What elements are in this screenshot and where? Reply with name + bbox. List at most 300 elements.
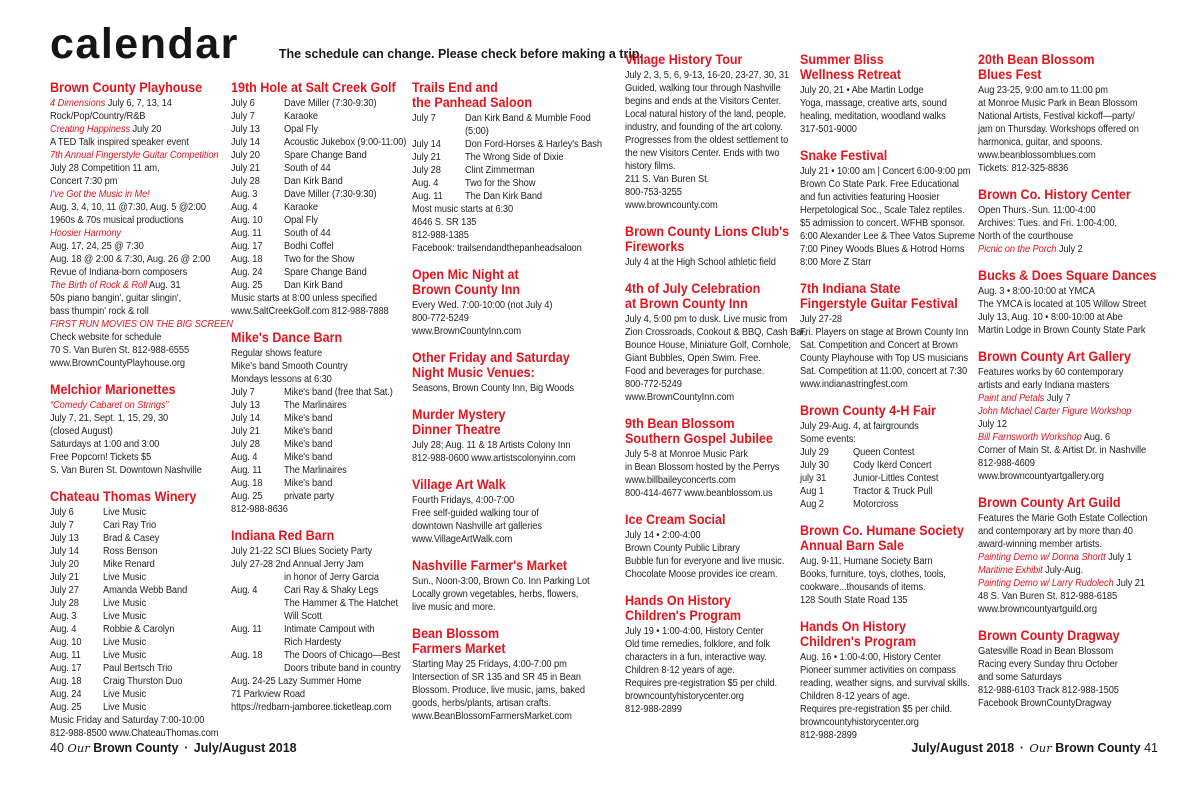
schedule-date: July 21	[231, 163, 260, 174]
schedule-row	[231, 597, 405, 610]
schedule-row	[231, 438, 405, 451]
listing-line: browncountyhistorycenter.org	[625, 691, 744, 702]
schedule-act: Don Ford-Horses & Harley's Bash	[465, 139, 602, 150]
column-1	[50, 80, 233, 752]
page-number-left: 40	[50, 741, 64, 755]
schedule-row	[231, 451, 405, 464]
listing-line: Bounce House, Miniature Golf, Cornhole,	[625, 340, 791, 351]
schedule-date: Aug. 11	[412, 191, 443, 202]
listing-title: Ice Cream Social	[625, 512, 726, 527]
schedule-date: July 7	[231, 387, 255, 398]
listing-line: Giant Bubbles, Open Swim. Free.	[625, 353, 761, 364]
listing-line: bass thumpin' rock & roll	[50, 306, 149, 317]
event-listing	[412, 407, 591, 465]
listing-line: 128 South State Road 135	[800, 595, 908, 606]
show-name: FIRST RUN MOVIES ON THE BIG SCREEN	[50, 319, 233, 330]
schedule-row	[231, 386, 405, 399]
listing-line: The YMCA is located at 105 Willow Street	[978, 299, 1147, 310]
listing-title: Bean Blossom Farmers Market	[412, 626, 506, 656]
show-name: Bill Farnsworth Workshop	[978, 432, 1082, 443]
event-listing	[800, 281, 971, 391]
listing-line: Features works by 60 contemporary	[978, 367, 1124, 378]
schedule-row	[50, 675, 224, 688]
schedule-act: South of 44	[284, 228, 331, 239]
schedule-act: The Marlinaires	[284, 400, 347, 411]
schedule-date: July 6	[50, 507, 74, 518]
listing-line: and some Saturdays	[978, 672, 1062, 683]
schedule-act: Opal Fly	[284, 215, 318, 226]
show-name: Paint and Petals	[978, 393, 1045, 404]
event-listing	[412, 558, 591, 614]
schedule-act: Queen Contest	[853, 447, 915, 458]
schedule-row	[231, 240, 405, 253]
listing-line: July 2, 3, 5, 6, 9-13, 16-20, 23-27, 30, 31	[625, 70, 790, 81]
schedule-row	[231, 399, 405, 412]
listing-line	[50, 399, 224, 412]
listing-line: Aug. 16 • 1:00-4:00, History Center	[800, 652, 942, 663]
schedule-act: Will Scott	[284, 611, 322, 622]
event-listing	[412, 80, 602, 255]
listing-line: Books, furniture, toys, clothes, tools,	[800, 569, 946, 580]
schedule-row	[231, 623, 405, 636]
listing-line: 812-988-2899	[625, 704, 682, 715]
schedule-date: Aug. 4	[231, 452, 258, 463]
listing-line: healing, meditation, woodland walks	[800, 111, 946, 122]
schedule-date	[412, 125, 465, 138]
listing-line: 812-988-8636	[231, 504, 288, 515]
listing-title: Hands On History Children's Program	[625, 593, 742, 623]
schedule-date: Aug 1	[800, 486, 824, 497]
event-listing	[978, 495, 1162, 616]
event-listing	[800, 523, 971, 607]
listing-line: jam on Thursday. Workshops offered on	[978, 124, 1139, 135]
listing-title: Bucks & Does Square Dances	[978, 268, 1157, 283]
event-listing	[50, 489, 224, 740]
listing-line: www.BrownCountyInn.com	[412, 326, 522, 337]
schedule-row	[231, 662, 405, 675]
schedule-act: Dan Kirk Band & Mumble Food	[465, 113, 591, 124]
listing-line: www.BeanBlossomFarmersMarket.com	[412, 711, 572, 722]
schedule-act: Mike's band (free that Sat.)	[284, 387, 393, 398]
listing-line: Sun., Noon-3:00, Brown Co. Inn Parking Lot	[412, 576, 590, 587]
listing-line: Martin Lodge in Brown County State Park	[978, 325, 1146, 336]
schedule-act: Live Music	[103, 507, 147, 518]
schedule-act: Robbie & Carolyn	[103, 624, 175, 635]
listing-line: and contemporary art by more than 40	[978, 526, 1133, 537]
listing-line: 50s piano bangin', guitar slingin',	[50, 293, 182, 304]
listing-line: Tickets: 812-325-8836	[978, 163, 1069, 174]
event-listing	[800, 148, 975, 269]
listing-title: Indiana Red Barn	[231, 528, 335, 543]
schedule-date: July 6	[231, 98, 255, 109]
listing-line: July 21-22 SCI Blues Society Party	[231, 546, 373, 557]
listing-title: 19th Hole at Salt Creek Golf	[231, 80, 396, 95]
schedule-act: Live Music	[103, 598, 147, 609]
schedule-notice: The schedule can change. Please check before making a trip.	[278, 47, 643, 61]
listing-title: Open Mic Night at Brown County Inn	[412, 267, 521, 297]
schedule-date: Aug. 24	[50, 689, 82, 700]
schedule-row	[412, 112, 591, 125]
schedule-date: July 13	[231, 400, 260, 411]
column-5	[800, 52, 975, 754]
schedule-date: July 28	[231, 439, 260, 450]
schedule-date: Aug. 18	[231, 478, 263, 489]
schedule-act: Live Music	[103, 637, 147, 648]
footer-right	[911, 741, 1158, 755]
listing-line: 812-988-0600 www.artistscolonyinn.com	[412, 453, 576, 464]
magazine-name-bold: Brown County	[1055, 741, 1141, 755]
listing-line: Saturdays at 1:00 and 3:00	[50, 439, 160, 450]
schedule-act: in honor of Jerry Garcia	[284, 572, 379, 583]
schedule-date: July 7	[231, 111, 255, 122]
listing-line: www.VillageArtWalk.com	[412, 534, 513, 545]
schedule-date: July 21	[231, 426, 260, 437]
schedule-date	[231, 571, 284, 584]
listing-line: at Monroe Music Park in Bean Blossom	[978, 98, 1138, 109]
listing-line: Old time remedies, folklore, and folk	[625, 639, 770, 650]
footer-separator: ·	[1019, 741, 1024, 755]
schedule-act: Mike Renard	[103, 559, 155, 570]
listing-line: Children 8-12 years of age.	[625, 665, 735, 676]
schedule-act: Clint Zimmerman	[465, 165, 535, 176]
schedule-row	[50, 584, 224, 597]
listing-line: harmonica, guitar, and spoons.	[978, 137, 1103, 148]
listing-title: Village Art Walk	[412, 477, 506, 492]
listing-line: July 19 • 1:00-4:00, History Center	[625, 626, 764, 637]
listing-line: National Artists, Festival kickoff—party/	[978, 111, 1135, 122]
schedule-row	[231, 201, 405, 214]
listing-title: Village History Tour	[625, 52, 743, 67]
listing-line: Aug 23-25, 9:00 am to 11:00 pm	[978, 85, 1108, 96]
schedule-date	[231, 662, 284, 675]
show-name: Picnic on the Porch	[978, 244, 1057, 255]
listing-line: Brown County Public Library	[625, 543, 740, 554]
listing-line: Locally grown vegetables, herbs, flowers,	[412, 589, 579, 600]
listing-line: Guided, walking tour through Nashville	[625, 83, 781, 94]
schedule-act: South of 44	[284, 163, 331, 174]
schedule-act: Ross Benson	[103, 546, 158, 557]
listing-line: www.beanblossomblues.com	[978, 150, 1096, 161]
schedule-row	[231, 136, 405, 149]
schedule-act: Intimate Campout with	[284, 624, 375, 635]
listing-line: and fun activities featuring Hoosier	[800, 192, 940, 203]
listing-line: www.billbaileyconcerts.com	[625, 475, 736, 486]
listing-line: Gatesville Road in Bean Blossom	[978, 646, 1114, 657]
show-name: 7th Annual Fingerstyle Guitar Competition	[50, 150, 219, 161]
schedule-row	[231, 464, 405, 477]
listing-line: July 29-Aug. 4, at fairgrounds	[800, 421, 919, 432]
listing-line: Intersection of SR 135 and SR 45 in Bean	[412, 672, 581, 683]
listing-line: 800-772-5249	[412, 313, 469, 324]
schedule-act: Karaoke	[284, 111, 318, 122]
schedule-date: Aug. 25	[231, 491, 263, 502]
schedule-act: Two for the Show	[465, 178, 536, 189]
listing-line: 317-501-9000	[800, 124, 857, 135]
schedule-row	[50, 519, 224, 532]
listing-line: Fourth Fridays, 4:00-7:00	[412, 495, 515, 506]
schedule-act: Dan Kirk Band	[284, 280, 343, 291]
schedule-row	[50, 545, 224, 558]
schedule-act: Opal Fly	[284, 124, 318, 135]
listing-line: the new Visitors Center. Ends with two	[625, 148, 780, 159]
schedule-act: Live Music	[103, 650, 147, 661]
listing-line: 48 S. Van Buren St. 812-988-6185	[978, 591, 1118, 602]
listing-line: Chocolate Moose provides ice cream.	[625, 569, 778, 580]
listing-line: July 28; Aug. 11 & 18 Artists Colony Inn	[412, 440, 571, 451]
schedule-act: Cody Ikerd Concert	[853, 460, 932, 471]
schedule-row	[800, 472, 971, 485]
listing-title: Trails End and the Panhead Saloon	[412, 80, 532, 110]
listing-line	[978, 405, 1162, 418]
listing-title: Brown Co. Humane Society Annual Barn Sale	[800, 523, 964, 553]
issue-date-left: July/August 2018	[193, 741, 297, 755]
schedule-date: Aug. 11	[231, 624, 262, 635]
listing-line: Some events:	[800, 434, 856, 445]
show-name: 4 Dimensions	[50, 98, 106, 109]
listing-line: Most music starts at 6:30	[412, 204, 514, 215]
schedule-row	[231, 571, 405, 584]
listing-line: Creating Happiness July 20	[50, 124, 162, 135]
schedule-act: Amanda Webb Band	[103, 585, 188, 596]
event-listing	[231, 330, 405, 516]
listing-line: 70 S. Van Buren St. 812-988-6555	[50, 345, 190, 356]
schedule-row	[800, 498, 971, 511]
schedule-act: Live Music	[103, 572, 147, 583]
schedule-act: private party	[284, 491, 334, 502]
schedule-row	[800, 446, 971, 459]
schedule-row	[231, 649, 405, 662]
calendar-title: calendar	[50, 20, 239, 68]
schedule-date: July 14	[231, 413, 260, 424]
event-listing	[800, 52, 971, 136]
column-4	[625, 52, 807, 754]
listing-title: Brown County Art Guild	[978, 495, 1121, 510]
listing-title: Brown County Dragway	[978, 628, 1120, 643]
footer-separator: ·	[184, 741, 189, 755]
listing-line: 812-988-8500 www.ChateauThomas.com	[50, 728, 219, 739]
show-name: Painting Demo w/ Larry Rudolech	[978, 578, 1114, 589]
listing-line: www.indianastringfest.com	[800, 379, 908, 390]
listing-line: 812-988-1385	[412, 230, 469, 241]
magazine-name-bold: Brown County	[93, 741, 179, 755]
schedule-act: Mike's band	[284, 452, 333, 463]
schedule-row	[412, 151, 591, 164]
listing-title: Mike's Dance Barn	[231, 330, 343, 345]
schedule-row	[50, 649, 224, 662]
schedule-act: Mike's band	[284, 439, 333, 450]
listing-line: July 27-28 2nd Annual Jerry Jam	[231, 559, 364, 570]
schedule-date: Aug. 4	[50, 624, 77, 635]
event-listing	[800, 619, 971, 742]
schedule-act: The Doors of Chicago—Best	[284, 650, 401, 661]
schedule-date: Aug. 3	[231, 189, 258, 200]
listing-line: Music Friday and Saturday 7:00-10:00	[50, 715, 205, 726]
listing-line: North of the courthouse	[978, 231, 1074, 242]
schedule-date: July 14	[412, 139, 441, 150]
schedule-date: July 13	[231, 124, 260, 135]
listing-line: Revue of Indiana-born composers	[50, 267, 188, 278]
schedule-act: (5:00)	[465, 126, 489, 137]
magazine-name-script: Our	[1029, 741, 1052, 755]
listing-line: July 21 • 10:00 am | Concert 6:00-9:00 pm	[800, 166, 971, 177]
show-name: Creating Happiness	[50, 124, 131, 135]
schedule-date: Aug. 18	[50, 676, 82, 687]
schedule-row	[412, 125, 591, 138]
listing-title: 4th of July Celebration at Brown County Inn	[625, 281, 761, 311]
listing-line: Mondays lessons at 6:30	[231, 374, 332, 385]
schedule-act: Paul Bertsch Trio	[103, 663, 173, 674]
schedule-date: Aug. 4	[231, 585, 258, 596]
listing-line: industry, and founding of the art colony.	[625, 122, 783, 133]
schedule-row	[412, 164, 591, 177]
listing-line: Check website for schedule	[50, 332, 162, 343]
schedule-date: Aug. 25	[231, 280, 263, 291]
column-6	[978, 52, 1162, 754]
event-listing	[978, 187, 1162, 256]
schedule-date: July 7	[50, 520, 74, 531]
schedule-date: July 28	[231, 176, 260, 187]
issue-date-right: July/August 2018	[911, 741, 1015, 755]
listing-line: Starting May 25 Fridays, 4:00-7:00 pm	[412, 659, 567, 670]
schedule-date: Aug. 18	[231, 650, 263, 661]
schedule-act: Cari Ray Trio	[103, 520, 157, 531]
listing-line: July 7, 21, Sept. 1, 15, 29, 30	[50, 413, 169, 424]
schedule-row	[800, 459, 971, 472]
listing-line: Music starts at 8:00 unless specified	[231, 293, 377, 304]
schedule-act: Two for the Show	[284, 254, 355, 265]
listing-line: 8:00 More Z Starr	[800, 257, 872, 268]
listing-line: award-winning member artists.	[978, 539, 1102, 550]
schedule-act: Spare Change Band	[284, 150, 367, 161]
schedule-act: Dave Miller (7:30-9:30)	[284, 189, 377, 200]
schedule-row	[231, 188, 405, 201]
schedule-row	[231, 490, 405, 503]
listing-line: Pioneer summer activities on compass	[800, 665, 956, 676]
schedule-date: July 13	[50, 533, 79, 544]
listing-line: July 4 at the High School athletic field	[625, 257, 776, 268]
schedule-row	[231, 610, 405, 623]
schedule-row	[231, 477, 405, 490]
schedule-act: The Dan Kirk Band	[465, 191, 543, 202]
listing-line: downtown Nashville art galleries	[412, 521, 542, 532]
left-page-columns	[50, 80, 602, 752]
listing-line: www.SaltCreekGolf.com 812-988-7888	[231, 306, 389, 317]
schedule-act: Spare Change Band	[284, 267, 367, 278]
schedule-date: Aug. 4	[231, 202, 258, 213]
schedule-date: Aug. 25	[50, 702, 82, 713]
listing-line	[50, 149, 224, 162]
schedule-act: Dan Kirk Band	[284, 176, 343, 187]
listing-line: Requires pre-registration $5 per child.	[625, 678, 777, 689]
schedule-act: Dave Miller (7:30-9:30)	[284, 98, 377, 109]
schedule-row	[231, 162, 405, 175]
listing-line: Every Wed. 7:00-10:00 (not July 4)	[412, 300, 553, 311]
show-name: Hoosier Harmony	[50, 228, 121, 239]
schedule-row	[231, 123, 405, 136]
listing-line: Requires pre-registration $5 per child.	[800, 704, 952, 715]
event-listing	[625, 593, 793, 716]
schedule-date: Aug 2	[800, 499, 824, 510]
listing-line: 1960s & 70s musical productions	[50, 215, 184, 226]
column-3	[412, 80, 602, 752]
listing-line: Aug. 9-11, Humane Society Barn	[800, 556, 933, 567]
event-listing	[50, 382, 224, 477]
schedule-act: Live Music	[103, 611, 147, 622]
schedule-act: The Hammer & The Hatchet	[284, 598, 398, 609]
listing-line: Seasons, Brown County Inn, Big Woods	[412, 383, 574, 394]
schedule-date: July 14	[50, 546, 79, 557]
listing-line: artists and early Indiana masters	[978, 380, 1110, 391]
listing-line: www.browncountyartgallery.org	[978, 471, 1104, 482]
schedule-row	[50, 662, 224, 675]
listing-title: 20th Bean Blossom Blues Fest	[978, 52, 1095, 82]
schedule-row	[231, 425, 405, 438]
schedule-date: July 20	[50, 559, 79, 570]
schedule-act: Mike's band	[284, 413, 333, 424]
listing-line: Painting Demo w/ Larry Rudolech July 21	[978, 578, 1145, 589]
event-listing	[625, 512, 793, 581]
listing-title: Brown County 4-H Fair	[800, 403, 937, 418]
schedule-date	[231, 636, 284, 649]
schedule-act: The Marlinaires	[284, 465, 347, 476]
schedule-act: Mike's band	[284, 478, 333, 489]
event-listing	[625, 52, 793, 212]
show-name: Painting Demo w/ Donna Shortt	[978, 552, 1106, 563]
listing-line: Rock/Pop/Country/R&B	[50, 111, 146, 122]
schedule-row	[800, 485, 971, 498]
schedule-date: Aug. 10	[50, 637, 82, 648]
listing-line: 812-988-2899	[800, 730, 857, 741]
listing-line: goods, herbs/plants, artisan crafts.	[412, 698, 551, 709]
schedule-row	[231, 266, 405, 279]
listing-line: browncountyhistorycenter.org	[800, 717, 919, 728]
event-listing	[800, 403, 971, 511]
listing-line: 812-988-6103 Track 812-988-1505	[978, 685, 1119, 696]
listing-line: www.BrownCountyInn.com	[625, 392, 735, 403]
schedule-date: Aug. 10	[231, 215, 263, 226]
schedule-act: Bodhi Coffel	[284, 241, 334, 252]
page-number-right: 41	[1144, 741, 1158, 755]
listing-line: Maritime Exhibit July-Aug.	[978, 565, 1084, 576]
schedule-date: July 21	[50, 572, 79, 583]
schedule-row	[50, 571, 224, 584]
listing-line: Food and beverages for purchase.	[625, 366, 765, 377]
listing-line: Mike's band Smooth Country	[231, 361, 348, 372]
listing-title: Chateau Thomas Winery	[50, 489, 197, 504]
event-listing	[231, 528, 405, 714]
schedule-row	[50, 688, 224, 701]
listing-line: 800-753-3255	[625, 187, 682, 198]
listing-title: 7th Indiana State Fingerstyle Guitar Festival	[800, 281, 958, 311]
schedule-date: Aug. 17	[231, 241, 263, 252]
schedule-date: Aug. 3	[50, 611, 77, 622]
schedule-row	[231, 636, 405, 649]
event-listing	[412, 477, 591, 546]
schedule-date: July 29	[800, 447, 829, 458]
schedule-act: Craig Thurston Duo	[103, 676, 183, 687]
listing-line: Regular shows feature	[231, 348, 323, 359]
listing-line: reading, weather signs, and survival skills.	[800, 678, 970, 689]
listing-line: July 27-28	[800, 314, 842, 325]
listing-title: Nashville Farmer's Market	[412, 558, 568, 573]
listing-line: Bill Farnsworth Workshop Aug. 6	[978, 432, 1111, 443]
listing-title: Other Friday and Saturday Night Music Venues:	[412, 350, 570, 380]
schedule-row	[50, 701, 224, 714]
schedule-date: Aug. 24	[231, 267, 263, 278]
schedule-date: July 28	[50, 598, 79, 609]
listing-line: July 12	[978, 419, 1007, 430]
event-listing	[412, 350, 591, 395]
